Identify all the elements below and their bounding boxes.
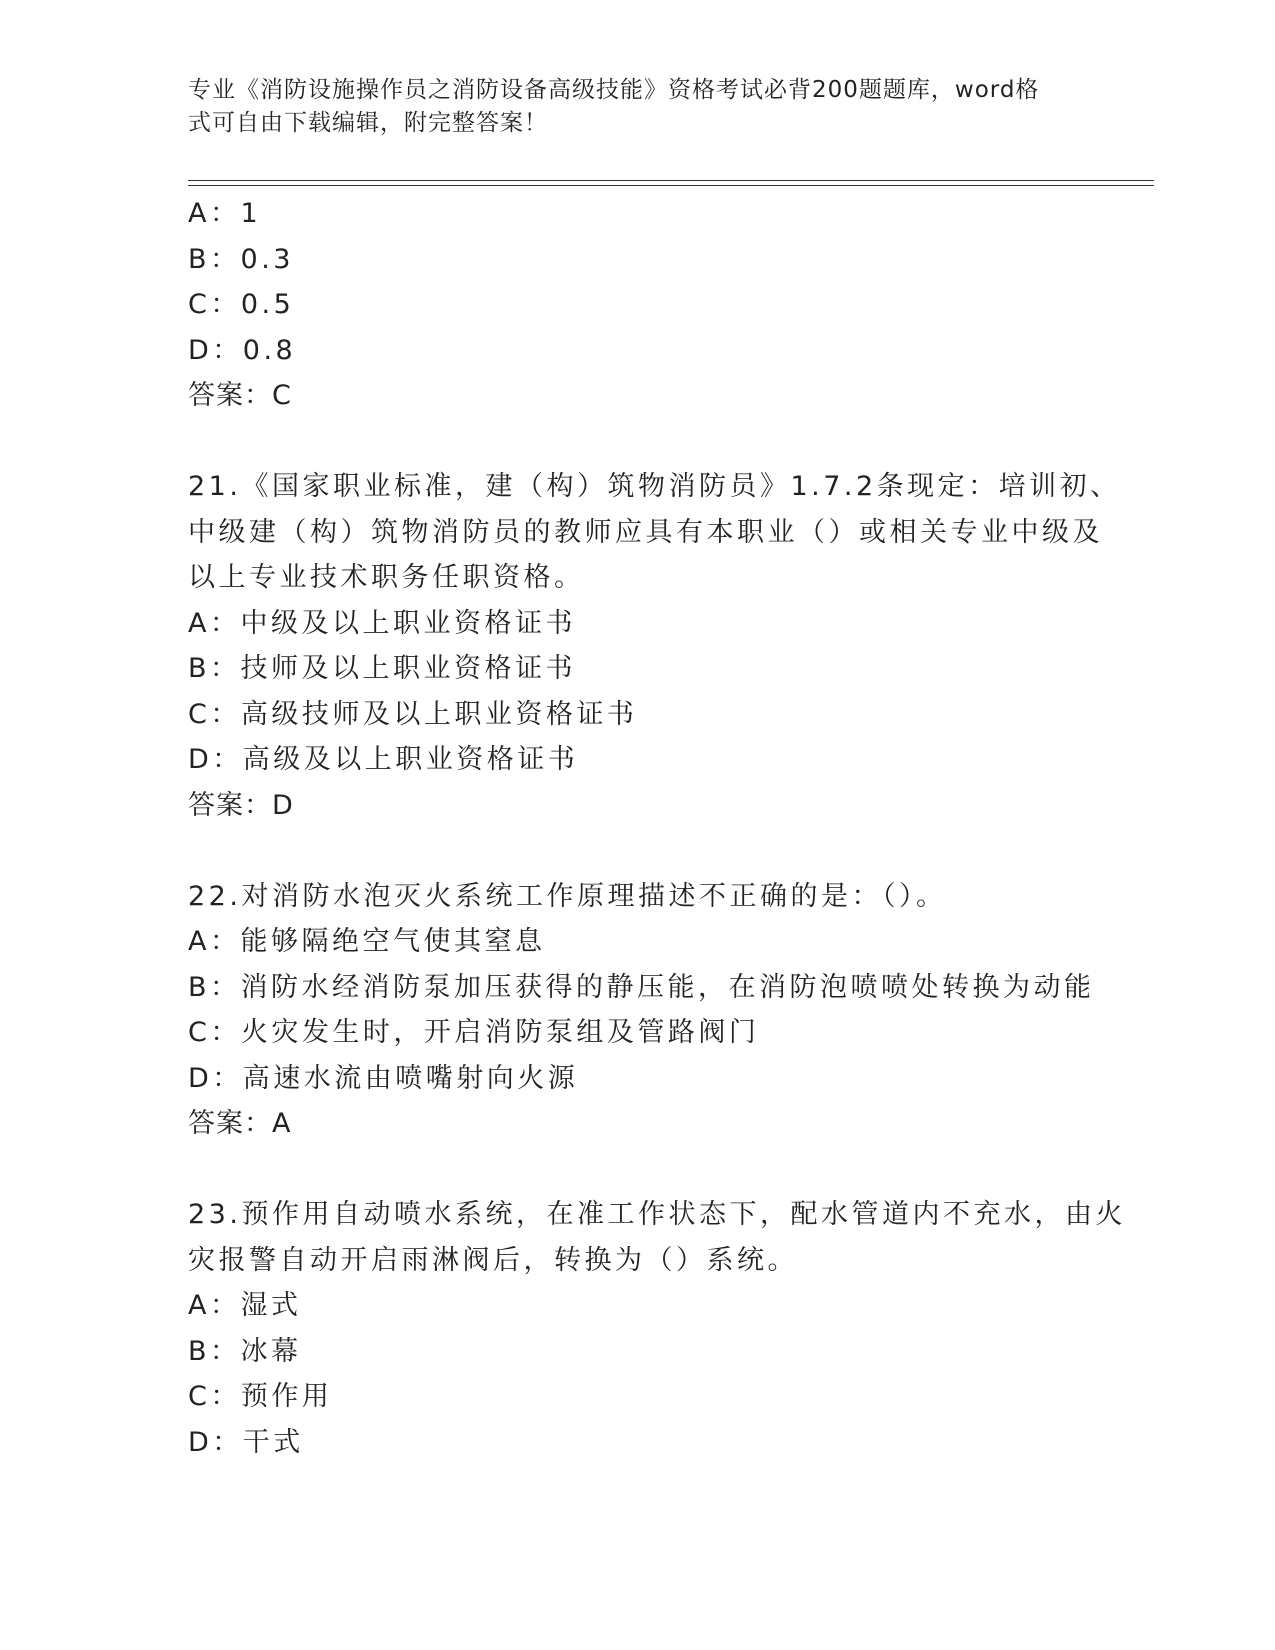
option-c: C：火灾发生时，开启消防泵组及管路阀门: [188, 1017, 760, 1048]
option-d: D：干式: [188, 1426, 304, 1458]
option-c: C：0.5: [188, 289, 295, 320]
option-b: B：技师及以上职业资格证书: [188, 653, 577, 684]
spacer: [188, 828, 1128, 874]
question-stem-line: 22.对消防水泡灭火系统工作原理描述不正确的是：（）。: [188, 880, 947, 912]
option-a: A：中级及以上职业资格证书: [188, 607, 576, 639]
option-c: C：预作用: [188, 1381, 333, 1412]
header-divider-top: [188, 180, 1154, 181]
option-b: B：0.3: [188, 243, 294, 275]
question-stem-line: 以上专业技术职务任职资格。: [188, 562, 585, 593]
option-c: C：高级技师及以上职业资格证书: [188, 698, 638, 730]
question-22: [188, 874, 1128, 1147]
question-23: [188, 1192, 1128, 1465]
answer: 答案：D: [188, 789, 294, 821]
option-a: A：1: [188, 198, 262, 229]
answer: 答案：A: [188, 1108, 292, 1139]
document-header: [188, 74, 1088, 140]
question-21: [188, 464, 1128, 828]
option-b: B：冰幕: [188, 1335, 302, 1367]
question-stem-line: 21.《国家职业标准，建（构）筑物消防员》1.7.2条现定：培训初、: [188, 471, 1121, 502]
option-d: D：高级及以上职业资格证书: [188, 744, 579, 775]
header-line-1: 专业《消防设施操作员之消防设备高级技能》资格考试必背200题题库，word格: [188, 77, 1040, 103]
spacer: [188, 419, 1128, 465]
option-d: D：高速水流由喷嘴射向火源: [188, 1062, 579, 1094]
answer: 答案：C: [188, 380, 292, 411]
option-a: A：湿式: [188, 1290, 302, 1321]
question-stem-line: 中级建（构）筑物消防员的教师应具有本职业（）或相关专业中级及: [188, 516, 1103, 548]
question-20: [188, 191, 1128, 419]
option-d: D：0.8: [188, 334, 297, 366]
question-list: [188, 191, 1128, 1465]
option-a: A：能够隔绝空气使其窒息: [188, 926, 546, 957]
question-stem-line: 灾报警自动开启雨淋阀后，转换为（）系统。: [188, 1244, 798, 1276]
header-line-2: 式可自由下载编辑，附完整答案！: [188, 110, 548, 136]
question-stem-line: 23.预作用自动喷水系统，在准工作状态下，配水管道内不充水，由火: [188, 1199, 1126, 1230]
option-b: B：消防水经消防泵加压获得的静压能，在消防泡喷喷处转换为动能: [188, 971, 1095, 1003]
spacer: [188, 1147, 1128, 1193]
header-divider-bottom: [188, 185, 1154, 186]
